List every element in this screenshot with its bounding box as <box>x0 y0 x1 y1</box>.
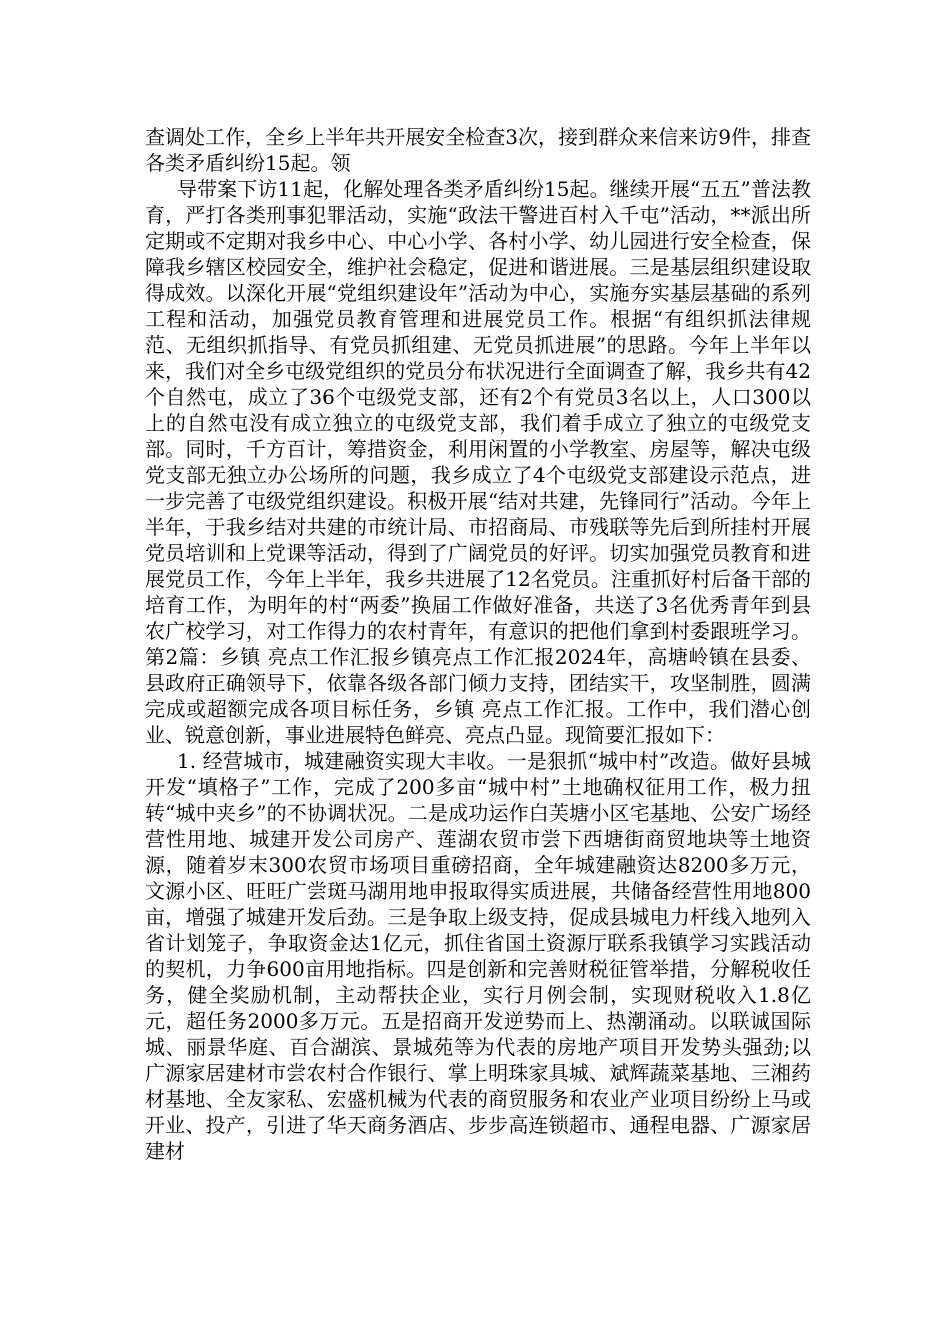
paragraph-1: 查调处工作，全乡上半年共开展安全检查3次，接到群众来信来访9件，排查各类矛盾纠纷15起。领 <box>145 125 811 175</box>
paragraph-2: 导带案下访11起，化解处理各类矛盾纠纷15起。继续开展“五五”普法教育，严打各类刑事犯罪活动，实施“政法干警进百村入千屯”活动，**派出所定期或不定期对我乡中心、中心小学、各村小学、幼儿园进行安全检查，保障我乡辖区校园安全，维护社会稳定，促进和谐进展。三是基层组织建设取得成效。以深化开展“党组织建设年”活动为中心，实施夯实基层基础的系列工程和活动，加强党员教育管理和进展党员工作。根据“有组织抓法律规范、无组织抓指导、有党员抓组建、无党员抓进展”的思路。今年上半年以来，我们对全乡屯级党组织的党员分布状况进行全面调查了解，我乡共有42个自然屯，成立了36个屯级党支部，还有2个有党员3名以上，人口300以上的自然屯没有成立独立的屯级党支部，我们着手成立了独立的屯级党支部。同时，千方百计，筹措资金，利用闲置的小学教室、房屋等，解决屯级党支部无独立办公场所的问题，我乡成立了4个屯级党支部建设示范点，进一步完善了屯级党组织建设。积极开展“结对共建，先锋同行”活动。今年上半年，于我乡结对共建的市统计局、市招商局、市残联等先后到所挂村开展党员培训和上党课等活动，得到了广阔党员的好评。切实加强党员教育和进展党员工作，今年上半年，我乡共进展了12名党员。注重抓好村后备干部的培育工作，为明年的村“两委”换届工作做好准备，共送了3名优秀青年到县农广校学习，对工作得力的农村青年，有意识的把他们拿到村委跟班学习。第2篇：乡镇 亮点工作汇报乡镇亮点工作汇报2024年，高塘岭镇在县委、县政府正确领导下，依靠各级各部门倾力支持，团结实干，攻坚制胜，圆满完成或超额完成各项目标任务，乡镇 亮点工作汇报。工作中，我们潜心创业、锐意创新，事业进展特色鲜亮、亮点凸显。现简要汇报如下： <box>145 177 811 747</box>
document-page <box>145 124 811 1164</box>
paragraph-3: 1. 经营城市，城建融资实现大丰收。一是狠抓“城中村”改造。做好县城开发“填格子”工作，完成了200多亩“城中村”土地确权征用工作，极力扭转“城中夹乡”的不协调状况。二是成功运作白芙塘小区宅基地、公安广场经营性用地、城建开发公司房产、莲湖农贸市尝下西塘街商贸地块等土地资源，随着岁末300农贸市场项目重磅招商，全年城建融资达8200多万元，文源小区、旺旺广尝斑马湖用地申报取得实质进展，共储备经营性用地800亩，增强了城建开发后劲。三是争取上级支持，促成县城电力杆线入地列入省计划笼子，争取资金达1亿元，抓住省国土资源厅联系我镇学习实践活动的契机，力争600亩用地指标。四是创新和完善财税征管举措，分解税收任务，健全奖励机制，主动帮扶企业，实行月例会制，实现财税收入1.8亿元，超任务2000多万元。五是招商开发逆势而上、热潮涌动。以联诚国际城、丽景华庭、百合湖滨、景城苑等为代表的房地产项目开发势头强劲;以广源家居建材市尝农村合作银行、掌上明珠家具城、斌辉蔬菜基地、三湘药材基地、全友家私、宏盛机械为代表的商贸服务和农业产业项目纷纷上马或开业、投产，引进了华天商务酒店、步步高连锁超市、通程电器、广源家居建材 <box>145 749 811 1163</box>
